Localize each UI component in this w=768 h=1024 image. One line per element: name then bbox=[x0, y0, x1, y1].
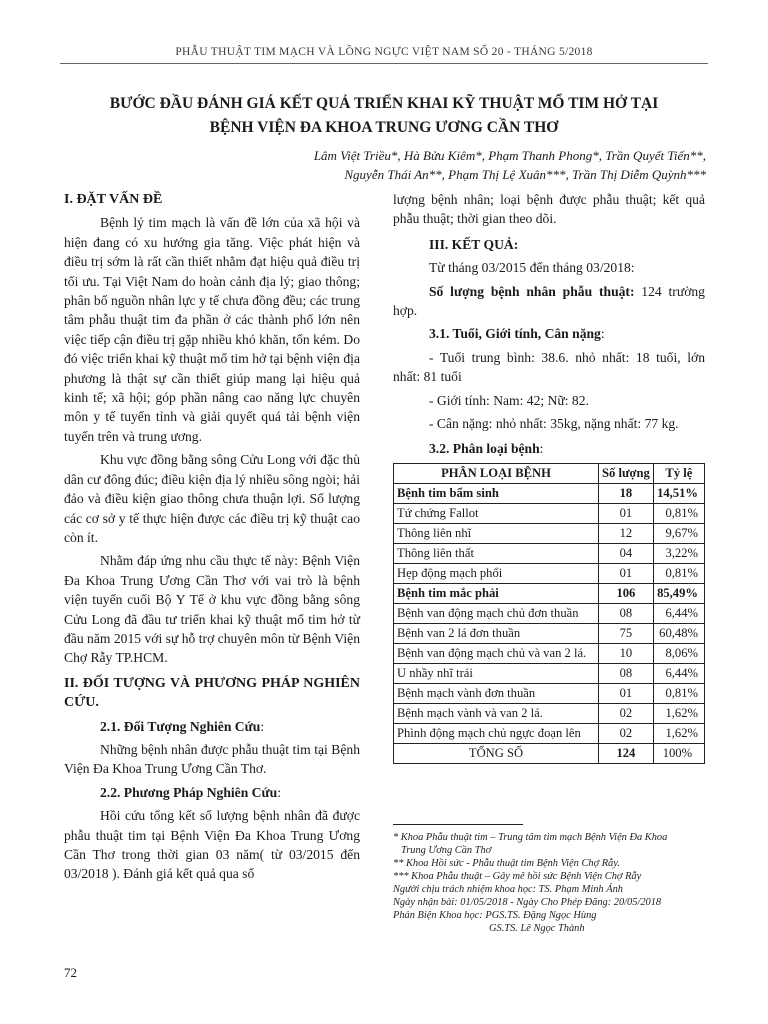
disease-name-cell: Thông liên nhĩ bbox=[394, 523, 599, 543]
disease-name-cell: Bệnh van động mạch chủ đơn thuần bbox=[394, 603, 599, 623]
section-3-heading: III. KẾT QUẢ: bbox=[429, 236, 519, 252]
rate-cell: 85,49% bbox=[653, 583, 704, 603]
section-2-1-colon: : bbox=[260, 718, 265, 734]
count-cell: 106 bbox=[599, 583, 654, 603]
patient-count bbox=[393, 282, 705, 321]
age-stats: - Tuổi trung bình: 38.6. nhỏ nhất: 18 tuổi, lớn nhất: 81 tuổi bbox=[393, 349, 705, 385]
count-cell: 08 bbox=[599, 603, 654, 623]
footnotes bbox=[393, 824, 705, 935]
count-cell: 18 bbox=[599, 483, 654, 503]
section-2-2-paragraph: Hồi cứu tổng kết số lượng bệnh nhân đã được phẫu thuật tim tại Bệnh Viện Đa Khoa Trung Ương Cần Thơ trong thời gian 03 năm( từ 03/2015 đến 03/2018 ). Đánh giá kết quả qua số bbox=[64, 808, 360, 882]
disease-name-cell: U nhầy nhĩ trái bbox=[394, 663, 599, 683]
disease-name-cell: Tứ chứng Fallot bbox=[394, 503, 599, 523]
section-3-1-title: 3.1. Tuổi, Giới tính, Cân nặng bbox=[429, 326, 601, 342]
rate-cell: 1,62% bbox=[653, 723, 704, 743]
count-cell: 12 bbox=[599, 523, 654, 543]
table-row bbox=[394, 603, 705, 623]
total-count-cell: 124 bbox=[599, 743, 654, 763]
section-1-paragraph-2: Khu vực đồng bằng sông Cửu Long với đặc thù dân cư đông đúc; điều kiện địa lý nhiều sông ngòi; hải đảo và điều kiện giao thông chưa thuận lợi. Số lượng các cơ sở y tế thực hiện được các điều trị kỹ thuật cao còn ít. bbox=[64, 452, 360, 545]
rate-cell: 60,48% bbox=[653, 623, 704, 643]
table-body bbox=[394, 483, 705, 763]
total-label-cell: TỔNG SỐ bbox=[394, 743, 599, 763]
count-cell: 01 bbox=[599, 683, 654, 703]
footnote-responsible: Người chịu trách nhiệm khoa học: TS. Phạm Minh Ánh bbox=[393, 884, 623, 895]
author-list bbox=[146, 146, 706, 184]
table-row bbox=[394, 623, 705, 643]
footnote-affiliation-3: *** Khoa Phẫu thuật – Gây mê hồi sức Bệnh Viện Chợ Rẫy bbox=[393, 871, 642, 882]
section-1-paragraph-1: Bệnh lý tim mạch là vấn đề lớn của xã hội và hiện đang có xu hướng gia tăng. Việc phát hiện và điều trị sớm là rất cần thiết nhằm đạt hiệu quả điều trị tối ưu. Tại Việt Nam do hoàn cảnh địa lý; giao thông; phân bố nguồn nhân lực y tế chưa đồng đều; các trung tâm phẫu thuật tim đa phần ở các thành phố lớn nên việc tiếp cận điều trị gặp nhiều khó khăn, tốn kém. Do đó việc triển khai kỹ thuật mổ tim hở tại bệnh viện địa phương là thật sự cần thiết giúp mang lại hiệu quả kinh tế; xã hội; góp phần nâng cao năng lực chuyên môn y tế tuyến tỉnh và giải quyết quá tải bệnh viện tuyến trên và trung ương. bbox=[64, 215, 360, 444]
footnote-affiliation-2: ** Khoa Hồi sức - Phẫu thuật tim Bệnh Viện Chợ Rẫy. bbox=[393, 858, 620, 869]
count-cell: 10 bbox=[599, 643, 654, 663]
rate-cell: 8,06% bbox=[653, 643, 704, 663]
footnote-affiliation-1a: * Khoa Phẫu thuật tim – Trung tâm tim mạch Bệnh Viện Đa Khoa bbox=[393, 832, 668, 843]
count-cell: 01 bbox=[599, 563, 654, 583]
disease-classification-table bbox=[393, 463, 705, 764]
table-row bbox=[394, 643, 705, 663]
right-column bbox=[393, 190, 705, 764]
header-count: Số lượng bbox=[599, 463, 654, 483]
section-2-heading: II. ĐỐI TƯỢNG VÀ PHƯƠNG PHÁP NGHIÊN CỨU. bbox=[64, 675, 360, 711]
rate-cell: 6,44% bbox=[653, 663, 704, 683]
section-3-2-colon: : bbox=[539, 441, 544, 457]
left-column bbox=[64, 190, 360, 888]
rate-cell: 6,44% bbox=[653, 603, 704, 623]
section-2-1-heading bbox=[64, 717, 360, 736]
section-3-2-heading bbox=[393, 439, 705, 458]
disease-name-cell: Thông liên thất bbox=[394, 543, 599, 563]
rate-cell: 1,62% bbox=[653, 703, 704, 723]
table-row bbox=[394, 563, 705, 583]
count-cell: 02 bbox=[599, 723, 654, 743]
disease-name-cell: Bệnh tim bẩm sinh bbox=[394, 483, 599, 503]
header-category: PHÂN LOẠI BỆNH bbox=[394, 463, 599, 483]
footnote-dates: Ngày nhận bài: 01/05/2018 - Ngày Cho Phép Đăng: 20/05/2018 bbox=[393, 897, 662, 908]
section-3-2-title: 3.2. Phân loại bệnh bbox=[429, 441, 540, 457]
section-3-1-heading bbox=[393, 324, 705, 343]
methods-continuation: lượng bệnh nhân; loại bệnh được phẫu thuật; kết quả phẫu thuật; thời gian theo dõi. bbox=[393, 192, 705, 227]
count-cell: 75 bbox=[599, 623, 654, 643]
count-cell: 01 bbox=[599, 503, 654, 523]
disease-name-cell: Bệnh van động mạch chủ và van 2 lá. bbox=[394, 643, 599, 663]
section-2-2-heading bbox=[64, 783, 360, 802]
rate-cell: 0,81% bbox=[653, 503, 704, 523]
footnote-reviewer-1: Phản Biện Khoa học: PGS.TS. Đặng Ngọc Hùng bbox=[393, 910, 597, 921]
section-3-1-colon: : bbox=[600, 326, 605, 342]
table-row bbox=[394, 723, 705, 743]
authors-line-2: Nguyễn Thái An**, Phạm Thị Lệ Xuân***, Trần Thị Diễm Quỳnh*** bbox=[344, 167, 706, 182]
table-row bbox=[394, 543, 705, 563]
section-1-heading: I. ĐẶT VẤN ĐỀ bbox=[64, 192, 163, 207]
table-row bbox=[394, 683, 705, 703]
disease-name-cell: Bệnh mạch vành đơn thuần bbox=[394, 683, 599, 703]
count-cell: 02 bbox=[599, 703, 654, 723]
title-line-2: BỆNH VIỆN ĐA KHOA TRUNG ƯƠNG CẦN THƠ bbox=[209, 119, 559, 136]
total-rate-cell: 100% bbox=[653, 743, 704, 763]
table-row bbox=[394, 523, 705, 543]
authors-line-1: Lâm Việt Triều*, Hà Bửu Kiêm*, Phạm Thanh Phong*, Trần Quyết Tiến**, bbox=[313, 148, 706, 163]
rate-cell: 0,81% bbox=[653, 683, 704, 703]
rate-cell: 14,51% bbox=[653, 483, 704, 503]
table-total-row bbox=[394, 743, 705, 763]
footnote-rule bbox=[393, 824, 523, 825]
sex-stats: - Giới tính: Nam: 42; Nữ: 82. bbox=[429, 392, 589, 408]
running-header: PHẪU THUẬT TIM MẠCH VÀ LỒNG NGỰC VIỆT NAM SỐ 20 - THÁNG 5/2018 bbox=[60, 46, 708, 64]
table-row bbox=[394, 503, 705, 523]
rate-cell: 0,81% bbox=[653, 563, 704, 583]
article-title bbox=[62, 92, 706, 140]
header-rate: Tỷ lệ bbox=[653, 463, 704, 483]
disease-name-cell: Bệnh mạch vành và van 2 lá. bbox=[394, 703, 599, 723]
table-row bbox=[394, 583, 705, 603]
results-period: Từ tháng 03/2015 đến tháng 03/2018: bbox=[429, 260, 635, 276]
section-2-1-paragraph: Những bệnh nhân được phẫu thuật tim tại Bệnh Viện Đa Khoa Trung Ương Cần Thơ. bbox=[64, 741, 360, 777]
title-line-1: BƯỚC ĐẦU ĐÁNH GIÁ KẾT QUẢ TRIỂN KHAI KỸ THUẬT MỔ TIM HỞ TẠI bbox=[109, 95, 659, 112]
section-2-2-title: 2.2. Phương Pháp Nghiên Cứu bbox=[100, 784, 278, 800]
section-2-1-title: 2.1. Đối Tượng Nghiên Cứu bbox=[100, 718, 261, 734]
footnote-reviewer-2: GS.TS. Lê Ngọc Thành bbox=[489, 923, 585, 934]
count-cell: 08 bbox=[599, 663, 654, 683]
section-1-paragraph-3: Nhằm đáp ứng nhu cầu thực tế này: Bệnh Viện Đa Khoa Trung Ương Cần Thơ với vai trò là bệnh viện tuyến cuối Bộ Y Tế ở khu vực đồng bằng sông Cửu Long đã đầu tư triển khai kỹ thuật mổ tim hở từ đầu năm 2015 với sự hỗ trợ chuyên môn từ Bệnh Viện Chợ Rẫy TP.HCM. bbox=[64, 553, 360, 666]
table-header-row bbox=[394, 463, 705, 483]
disease-name-cell: Phình động mạch chủ ngực đoạn lên bbox=[394, 723, 599, 743]
table-row bbox=[394, 663, 705, 683]
section-2-2-colon: : bbox=[277, 784, 281, 800]
rate-cell: 3,22% bbox=[653, 543, 704, 563]
weight-stats: - Cân nặng: nhỏ nhất: 35kg, nặng nhất: 77 kg. bbox=[429, 416, 679, 432]
footnote-affiliation-1b: Trung Ương Cần Thơ bbox=[401, 845, 492, 856]
disease-name-cell: Bệnh tim mắc phải bbox=[394, 583, 599, 603]
table-row bbox=[394, 483, 705, 503]
rate-cell: 9,67% bbox=[653, 523, 704, 543]
table-row bbox=[394, 703, 705, 723]
patient-count-label: Số lượng bệnh nhân phẫu thuật: bbox=[429, 283, 635, 299]
disease-name-cell: Bệnh van 2 lá đơn thuần bbox=[394, 623, 599, 643]
page-number: 72 bbox=[64, 965, 77, 980]
disease-name-cell: Hẹp động mạch phổi bbox=[394, 563, 599, 583]
count-cell: 04 bbox=[599, 543, 654, 563]
patient-count-value: 124 trường hợp. bbox=[393, 283, 705, 319]
